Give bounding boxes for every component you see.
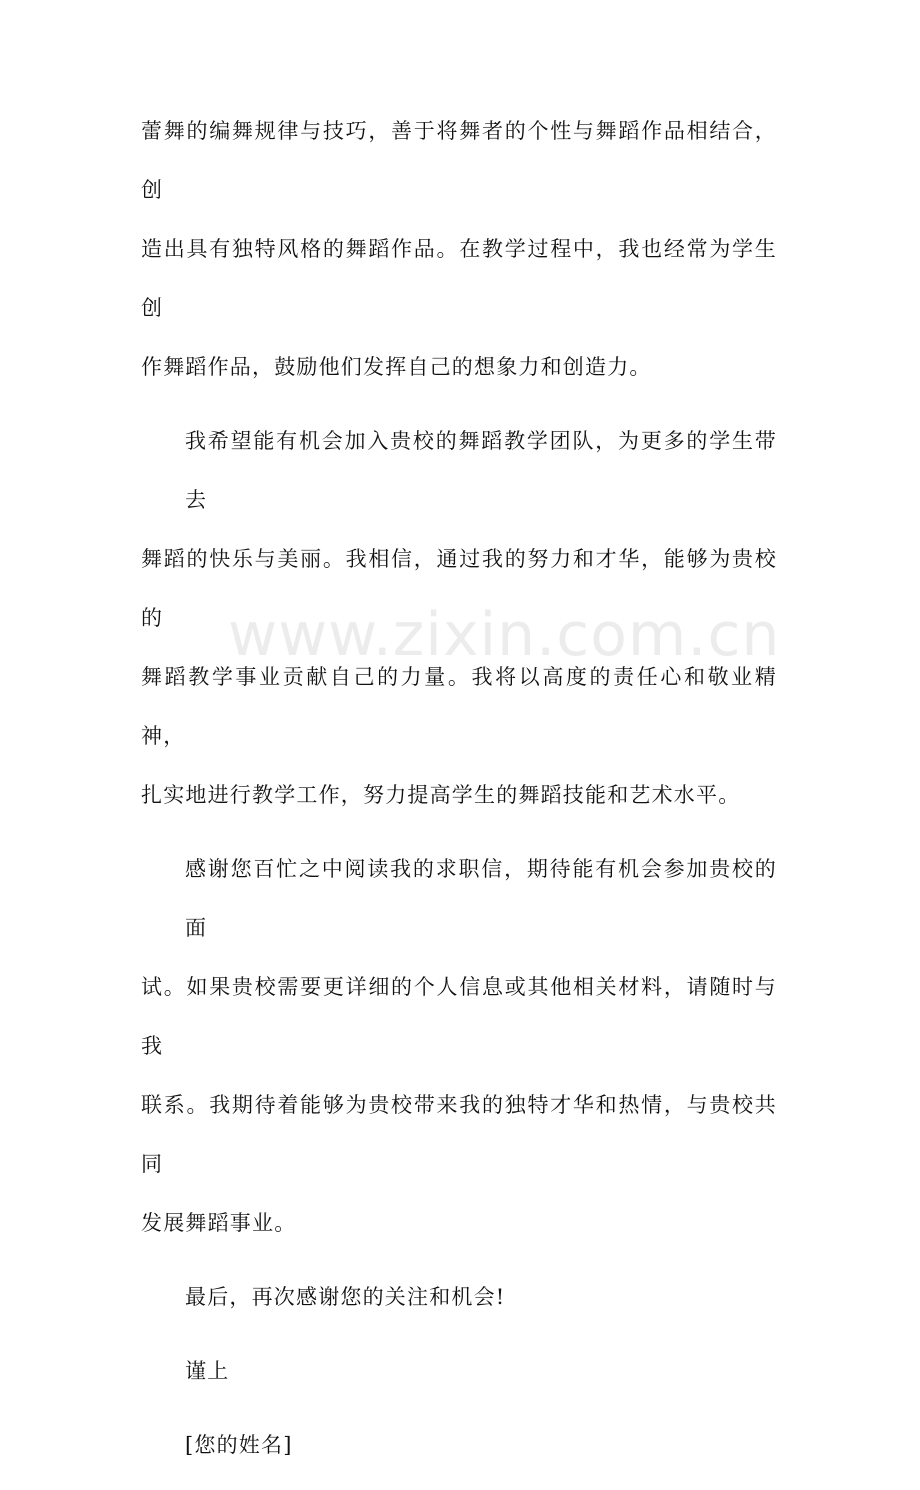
text-line: 扎实地进行教学工作，努力提高学生的舞蹈技能和艺术水平。 <box>141 783 741 807</box>
paragraph-continuation <box>141 102 777 397</box>
text-line: 作舞蹈作品，鼓励他们发挥自己的想象力和创造力。 <box>141 355 652 379</box>
text-line: 造出具有独特风格的舞蹈作品。在教学过程中，我也经常为学生创 <box>141 237 777 320</box>
text-line: 舞蹈教学事业贡献自己的力量。我将以高度的责任心和敬业精神， <box>141 665 777 748</box>
text-line: 我希望能有机会加入贵校的舞蹈教学团队，为更多的学生带去 <box>185 429 777 512</box>
closing-line: 最后，再次感谢您的关注和机会! <box>185 1285 506 1309</box>
signoff: 谨上 <box>185 1359 230 1383</box>
signature-placeholder: [您的姓名] <box>185 1433 293 1457</box>
text-line: 联系。我期待着能够为贵校带来我的独特才华和热情，与贵校共同 <box>141 1093 777 1176</box>
letter-body <box>141 102 777 1490</box>
paragraph-thanks <box>141 840 777 1253</box>
text-line: 试。如果贵校需要更详细的个人信息或其他相关材料，请随时与我 <box>141 975 777 1058</box>
watermark: www.zixin.com.cn <box>228 600 781 670</box>
text-line: 感谢您百忙之中阅读我的求职信，期待能有机会参加贵校的面 <box>185 857 777 940</box>
text-line: 发展舞蹈事业。 <box>141 1211 297 1235</box>
paragraph-hope <box>141 412 777 825</box>
text-line: 蕾舞的编舞规律与技巧，善于将舞者的个性与舞蹈作品相结合，创 <box>141 119 777 202</box>
text-line: 舞蹈的快乐与美丽。我相信，通过我的努力和才华，能够为贵校的 <box>141 547 777 630</box>
